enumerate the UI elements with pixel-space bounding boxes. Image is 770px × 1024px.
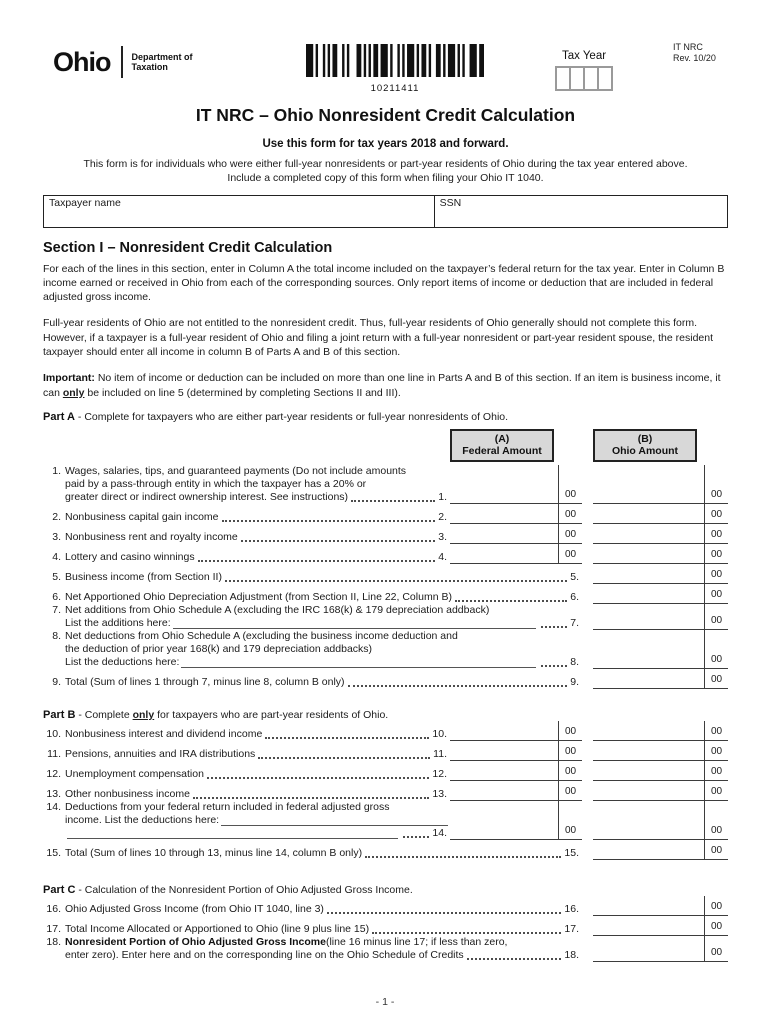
form-line-15: [43, 840, 728, 860]
line-number: 1.: [52, 464, 61, 477]
amount-field-a-line-3[interactable]: [450, 524, 582, 544]
form-header: [43, 42, 728, 96]
form-line-2: [43, 504, 728, 524]
dotted-leader: [351, 500, 435, 502]
line-number: 17.: [46, 922, 61, 935]
write-in-line[interactable]: [181, 667, 536, 668]
line-label-row: [43, 551, 450, 564]
amount-field-b-line-7[interactable]: [593, 604, 728, 630]
amount-field-b-line-5[interactable]: [593, 564, 728, 584]
line-number: 18.: [564, 948, 579, 961]
line-label: [43, 465, 450, 504]
cents-label: 00: [704, 524, 728, 543]
tax-year-block: [555, 50, 613, 91]
form-code: IT NRC: [673, 42, 703, 52]
cents-label: 00: [704, 936, 728, 961]
part-c-lines: [43, 896, 728, 962]
form-line-8: [43, 630, 728, 669]
form-line-6: [43, 584, 728, 604]
line-number: 15.: [46, 846, 61, 859]
amount-field-b-line-13[interactable]: [593, 781, 728, 801]
part-a-label: Part A: [43, 410, 75, 423]
cents-label: 00: [704, 916, 728, 935]
line-number: 5.: [52, 570, 61, 583]
line-label-text: income. List the deductions here:: [65, 813, 220, 826]
line-label-bold: Nonresident Portion of Ohio Adjusted Gross Income: [65, 935, 326, 948]
barcode-number: 10211411: [370, 83, 420, 94]
cents-label: 00: [704, 604, 728, 629]
line-label-text: Nonbusiness interest and dividend income: [65, 727, 263, 740]
important-emphasis: only: [62, 386, 85, 399]
dotted-leader: [372, 932, 561, 934]
line-label-row: [43, 936, 582, 949]
line-label-text: Total (Sum of lines 1 through 7, minus line 8, column B only): [65, 675, 345, 688]
part-b-label: Part B: [43, 708, 76, 721]
amount-field-b-line-8[interactable]: [593, 630, 728, 669]
ohio-logo: [53, 46, 193, 78]
cents-label: 00: [558, 544, 582, 563]
section1-para2: Full-year residents of Ohio are not entitled to the nonresident credit. Thus, full-year residents of Ohio generally should not complete this form. However, if a taxpayer is a full-year resident of Ohio and filing a joint return with a full-year nonresident or part-year resident spouse, the resident taxpayer should enter all income in column B of Parts A and B of this section.: [43, 317, 714, 359]
taxpayer-info-box: [43, 195, 728, 228]
form-line-4: [43, 544, 728, 564]
line-number: 10.: [432, 727, 447, 740]
line-label-row: [43, 847, 582, 860]
part-b-emphasis: only: [132, 708, 155, 721]
column-headers: [43, 429, 728, 462]
dotted-leader: [258, 757, 430, 759]
ssn-field[interactable]: [435, 196, 727, 227]
cents-label: 00: [558, 504, 582, 523]
line-number: 2.: [438, 510, 447, 523]
cents-label: 00: [704, 761, 728, 780]
line-label-text: Deductions from your federal return included in federal adjusted gross: [65, 800, 390, 813]
form-line-14: [43, 801, 728, 840]
line-label-text: Nonbusiness rent and royalty income: [65, 530, 238, 543]
line-number: 9.: [570, 675, 579, 688]
taxpayer-name-label: Taxpayer name: [49, 196, 121, 209]
line-label-row: [43, 643, 582, 656]
amount-field-b-line-6[interactable]: [593, 584, 728, 604]
line-label-text: Unemployment compensation: [65, 767, 204, 780]
form-line-5: [43, 564, 728, 584]
cents-label: 00: [558, 741, 582, 760]
cents-label: 00: [558, 524, 582, 543]
dotted-leader: [455, 600, 567, 602]
line-number: 14.: [432, 826, 447, 839]
line-label-row: [43, 511, 450, 524]
amount-field-b-line-17[interactable]: [593, 916, 728, 936]
cents-label: 00: [558, 801, 582, 839]
line-label-row: [43, 491, 450, 504]
dotted-leader: [467, 958, 562, 960]
dotted-leader: [222, 520, 436, 522]
amount-field-a-line-1[interactable]: [450, 465, 582, 504]
line-label-text: Net additions from Ohio Schedule A (excluding the IRC 168(k) & 179 depreciation addback): [65, 603, 490, 616]
line-label-row: [43, 676, 582, 689]
amount-field-b-line-10[interactable]: [593, 721, 728, 741]
amount-field-a-line-12[interactable]: [450, 761, 582, 781]
line-label: [43, 896, 582, 916]
line-label-row: [43, 903, 582, 916]
amount-field-b-line-1[interactable]: [593, 465, 728, 504]
form-line-11: [43, 741, 728, 761]
line-label-row: [43, 801, 450, 814]
line-number: 16.: [564, 902, 579, 915]
taxpayer-name-field[interactable]: [44, 196, 435, 227]
part-b-heading: [43, 709, 728, 721]
line-label-text: List the additions here:: [65, 616, 171, 629]
line-label-text: enter zero). Enter here and on the corresponding line on the Ohio Schedule of Credits: [65, 948, 464, 961]
dotted-leader: [207, 777, 429, 779]
line-number: 8.: [570, 655, 579, 668]
line-label-text: Pensions, annuities and IRA distributions: [65, 747, 256, 760]
line-label-row: [43, 604, 582, 617]
important-note: [43, 371, 728, 400]
line-number: 14.: [46, 800, 61, 813]
cents-label: 00: [704, 896, 728, 915]
dotted-leader: [365, 856, 561, 858]
line-number: 7.: [52, 603, 61, 616]
amount-field-a-line-2[interactable]: [450, 504, 582, 524]
line-label-row: [43, 748, 450, 761]
cents-label: 00: [704, 781, 728, 800]
amount-field-b-line-11[interactable]: [593, 741, 728, 761]
dotted-leader: [241, 540, 435, 542]
line-label: [43, 936, 582, 962]
part-b-lines: [43, 721, 728, 860]
cents-label: 00: [704, 669, 728, 688]
cents-label: 00: [704, 801, 728, 839]
form-line-18: [43, 936, 728, 962]
line-label: [43, 524, 450, 544]
line-label: [43, 801, 450, 840]
line-number: 1.: [438, 490, 447, 503]
amount-field-b-line-14[interactable]: [593, 801, 728, 840]
line-label-text: Net Apportioned Ohio Depreciation Adjustment (from Section II, Line 22, Column B): [65, 590, 452, 603]
line-label-text: Net deductions from Ohio Schedule A (excluding the business income deduction and: [65, 629, 458, 642]
amount-field-b-line-15[interactable]: [593, 840, 728, 860]
line-label-text: Business income (from Section II): [65, 570, 222, 583]
line-label-row: [43, 591, 582, 604]
cents-label: 00: [558, 761, 582, 780]
form-intro: [43, 157, 728, 186]
line-number: 11.: [433, 747, 447, 760]
cents-label: 00: [704, 721, 728, 740]
column-a-header: [450, 429, 554, 462]
section1-heading: Section I – Nonresident Credit Calculation: [43, 239, 333, 256]
form-line-12: [43, 761, 728, 781]
amount-field-b-line-18[interactable]: [593, 936, 728, 962]
cents-label: 00: [558, 465, 582, 503]
form-title: IT NRC – Ohio Nonresident Credit Calculation: [195, 105, 576, 125]
dotted-leader: [348, 685, 568, 687]
amount-field-b-line-12[interactable]: [593, 761, 728, 781]
amount-field-b-line-2[interactable]: [593, 504, 728, 524]
line-number: 4.: [438, 550, 447, 563]
line-number: 12.: [432, 767, 447, 780]
line-label-row: [43, 617, 582, 630]
ohio-logo-text: Ohio: [53, 46, 111, 77]
line-number: 6.: [52, 590, 61, 603]
line-number: 3.: [438, 530, 447, 543]
line-label-text: Ohio Adjusted Gross Income (from Ohio IT 1040, line 3): [65, 902, 324, 915]
line-label: [43, 761, 450, 781]
line-label-text: the deduction of prior year 168(k) and 179 depreciation addbacks): [65, 642, 373, 655]
form-line-7: [43, 604, 728, 630]
form-subtitle: Use this form for tax years 2018 and forward.: [262, 138, 509, 150]
cents-label: 00: [704, 504, 728, 523]
form-line-3: [43, 524, 728, 544]
amount-field-b-line-3[interactable]: [593, 524, 728, 544]
dotted-leader: [265, 737, 429, 739]
line-label-row: [43, 531, 450, 544]
department-line1: Department of: [131, 51, 193, 62]
amount-field-b-line-4[interactable]: [593, 544, 728, 564]
part-a-text: - Complete for taxpayers who are either part-year residents or full-year nonresidents of Ohio.: [75, 410, 509, 423]
line-label-text: greater direct or indirect ownership interest. See instructions): [65, 490, 349, 503]
line-number: 15.: [564, 846, 579, 859]
intro-line-2: Include a completed copy of this form when filing your Ohio IT 1040.: [227, 172, 544, 185]
line-label-text: Nonbusiness capital gain income: [65, 510, 219, 523]
line-number: 13.: [46, 787, 61, 800]
line-label: [43, 741, 450, 761]
line-number: 10.: [46, 727, 61, 740]
department-label: [132, 52, 193, 73]
line-label-text: paid by a pass-through entity in which the taxpayer has a 20% or: [65, 477, 367, 490]
column-b-header: [593, 429, 697, 462]
form-revision: Rev. 10/20: [673, 53, 716, 63]
dotted-leader: [198, 560, 436, 562]
form-line-16: [43, 896, 728, 916]
write-in-line[interactable]: [173, 628, 537, 629]
line-label-text: Lottery and casino winnings: [65, 550, 195, 563]
write-in-line[interactable]: [67, 838, 398, 839]
line-label-row: [43, 923, 582, 936]
intro-line-1: This form is for individuals who were either full-year nonresidents or part-year residents of Ohio during the tax year entered above.: [83, 158, 688, 170]
form-line-17: [43, 916, 728, 936]
dotted-leader: [541, 626, 567, 628]
part-a-lines: [43, 465, 728, 689]
line-label-text: Total (Sum of lines 10 through 13, minus line 14, column B only): [65, 846, 363, 859]
line-number: 12.: [46, 767, 61, 780]
line-label-row: [43, 814, 450, 827]
line-label-row: [43, 949, 582, 962]
line-label-row: [43, 656, 582, 669]
line-number: 5.: [570, 570, 579, 583]
part-c-text: - Calculation of the Nonresident Portion of Ohio Adjusted Gross Income.: [75, 883, 413, 896]
dotted-leader: [403, 836, 429, 838]
important-text-post: be included on line 5 (determined by completing Sections II and III).: [84, 386, 401, 399]
form-line-9: [43, 669, 728, 689]
logo-divider: [121, 46, 123, 78]
line-number: 18.: [46, 935, 61, 948]
important-label: Important:: [43, 372, 95, 385]
line-label: [43, 781, 450, 801]
line-label-row: [43, 827, 450, 840]
line-number: 13.: [432, 787, 447, 800]
amount-field-a-line-4[interactable]: [450, 544, 582, 564]
amount-field-a-line-14[interactable]: [450, 801, 582, 840]
line-number: 3.: [52, 530, 61, 543]
amount-field-b-line-9[interactable]: [593, 669, 728, 689]
amount-field-a-line-10[interactable]: [450, 721, 582, 741]
form-code-block: [673, 42, 716, 64]
dotted-leader: [193, 797, 429, 799]
dotted-leader: [327, 912, 561, 914]
line-label-row: [43, 478, 450, 491]
line-number: 7.: [570, 616, 579, 629]
line-label-row: [43, 630, 582, 643]
amount-field-a-line-13[interactable]: [450, 781, 582, 801]
line-label-row: [43, 768, 450, 781]
line-label: [43, 604, 582, 630]
line-number: 2.: [52, 510, 61, 523]
cents-label: 00: [704, 564, 728, 583]
line-number: 17.: [564, 922, 579, 935]
line-number: 16.: [46, 902, 61, 915]
important-text-pre: No item of income or deduction can be included on more than one line in Parts A and B of this section. If an item is business income, it can: [43, 372, 721, 399]
tax-year-digit-box-4[interactable]: [597, 66, 613, 91]
cents-label: 00: [558, 781, 582, 800]
part-b-text-pre: - Complete: [75, 708, 133, 721]
line-label: [43, 840, 582, 860]
line-label: [43, 544, 450, 564]
line-number: 6.: [570, 590, 579, 603]
line-label: [43, 630, 582, 669]
barcode-icon: [306, 44, 484, 77]
line-number: 11.: [47, 747, 61, 760]
section1-para1: For each of the lines in this section, enter in Column A the total income included on the taxpayer’s federal return for the tax year. Enter in Column B income earned or received in Ohio from each of the corresponding sources. Only report items of income or deduction that are included in federal adjusted gross income.: [43, 262, 725, 304]
tax-year-label: Tax Year: [561, 50, 607, 62]
line-label: [43, 584, 582, 604]
line-label-text: Total Income Allocated or Apportioned to Ohio (line 9 plus line 15): [65, 922, 370, 935]
line-label-text: Wages, salaries, tips, and guaranteed payments (Do not include amounts: [65, 464, 407, 477]
line-label: [43, 564, 582, 584]
part-b-text-post: for taxpayers who are part-year residents of Ohio.: [154, 708, 389, 721]
line-label-text: Other nonbusiness income: [65, 787, 190, 800]
column-a-letter: (A): [494, 432, 510, 445]
page-number: - 1 -: [375, 996, 395, 1008]
dotted-leader: [225, 580, 567, 582]
barcode-block: [306, 44, 484, 94]
cents-label: 00: [558, 721, 582, 740]
line-label: [43, 504, 450, 524]
line-number: 9.: [52, 675, 61, 688]
cents-label: 00: [704, 584, 728, 603]
line-label-text: (line 16 minus line 17; if less than zero,: [325, 935, 508, 948]
line-number: 8.: [52, 629, 61, 642]
column-b-title: Ohio Amount: [611, 445, 679, 458]
cents-label: 00: [704, 741, 728, 760]
line-label: [43, 669, 582, 689]
tax-year-boxes: [555, 66, 613, 91]
line-label: [43, 721, 450, 741]
write-in-line[interactable]: [221, 825, 448, 826]
amount-field-a-line-11[interactable]: [450, 741, 582, 761]
form-line-10: [43, 721, 728, 741]
line-label-text: List the deductions here:: [65, 655, 180, 668]
line-label-row: [43, 728, 450, 741]
part-a-heading: [43, 411, 728, 423]
cents-label: 00: [704, 544, 728, 563]
line-number: 4.: [52, 550, 61, 563]
line-label-row: [43, 788, 450, 801]
part-c-heading: [43, 884, 728, 896]
cents-label: 00: [704, 840, 728, 859]
department-line2: Taxation: [131, 62, 168, 72]
dotted-leader: [541, 665, 567, 667]
form-line-13: [43, 781, 728, 801]
part-c-label: Part C: [43, 883, 76, 896]
line-label-row: [43, 465, 450, 478]
cents-label: 00: [704, 465, 728, 503]
column-a-title: Federal Amount: [462, 445, 542, 458]
column-b-letter: (B): [637, 432, 653, 445]
cents-label: 00: [704, 630, 728, 668]
form-line-1: [43, 465, 728, 504]
ssn-label: SSN: [439, 196, 462, 209]
line-label: [43, 916, 582, 936]
amount-field-b-line-16[interactable]: [593, 896, 728, 916]
line-label-row: [43, 571, 582, 584]
